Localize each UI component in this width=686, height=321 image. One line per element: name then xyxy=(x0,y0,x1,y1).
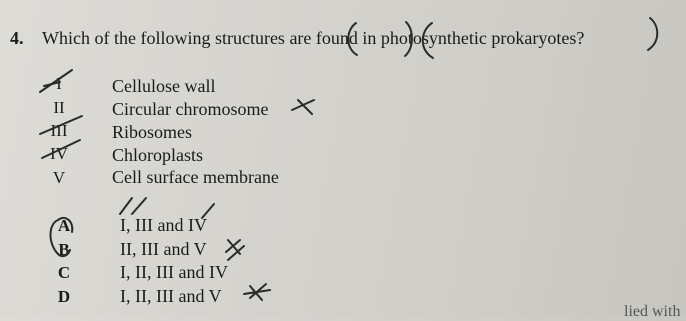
option-text-d: I, II, III and V xyxy=(120,286,222,306)
cross-mark-statement-2 xyxy=(292,100,314,114)
tick-mark-option-c xyxy=(228,246,244,260)
statement-numeral-2: II xyxy=(53,98,65,117)
statement-numeral-1: I xyxy=(56,74,62,93)
tick-mark-option-a-2 xyxy=(132,198,146,214)
cross-mark-option-d xyxy=(244,284,270,300)
statement-text-2: Circular chromosome xyxy=(112,99,269,119)
option-text-b: II, III and V xyxy=(120,239,207,259)
question-number: 4. xyxy=(10,28,24,48)
page-edge-text: lied with xyxy=(624,303,681,320)
option-text-a: I, III and IV xyxy=(120,215,207,235)
option-letter-a: A xyxy=(57,216,71,235)
statement-text-4: Chloroplasts xyxy=(112,145,204,165)
option-letter-c: C xyxy=(57,263,71,282)
option-letter-d: D xyxy=(57,287,71,306)
question-text: Which of the following structures are found in photosynthetic prokaryotes? xyxy=(42,28,585,48)
cross-mark-option-b xyxy=(226,240,240,254)
option-letter-b: B xyxy=(58,240,70,259)
tick-mark-option-a-1 xyxy=(120,198,132,214)
option-text-c: I, II, III and IV xyxy=(120,262,228,282)
bracket-mark-question-right xyxy=(648,18,657,50)
statement-text-1: Cellulose wall xyxy=(112,76,216,96)
statement-numeral-3: III xyxy=(50,121,68,140)
statement-numeral-5: V xyxy=(52,168,66,187)
statement-text-5: Cell surface membrane xyxy=(112,167,279,187)
statement-numeral-4: IV xyxy=(50,144,68,163)
statement-text-3: Ribosomes xyxy=(112,122,193,142)
